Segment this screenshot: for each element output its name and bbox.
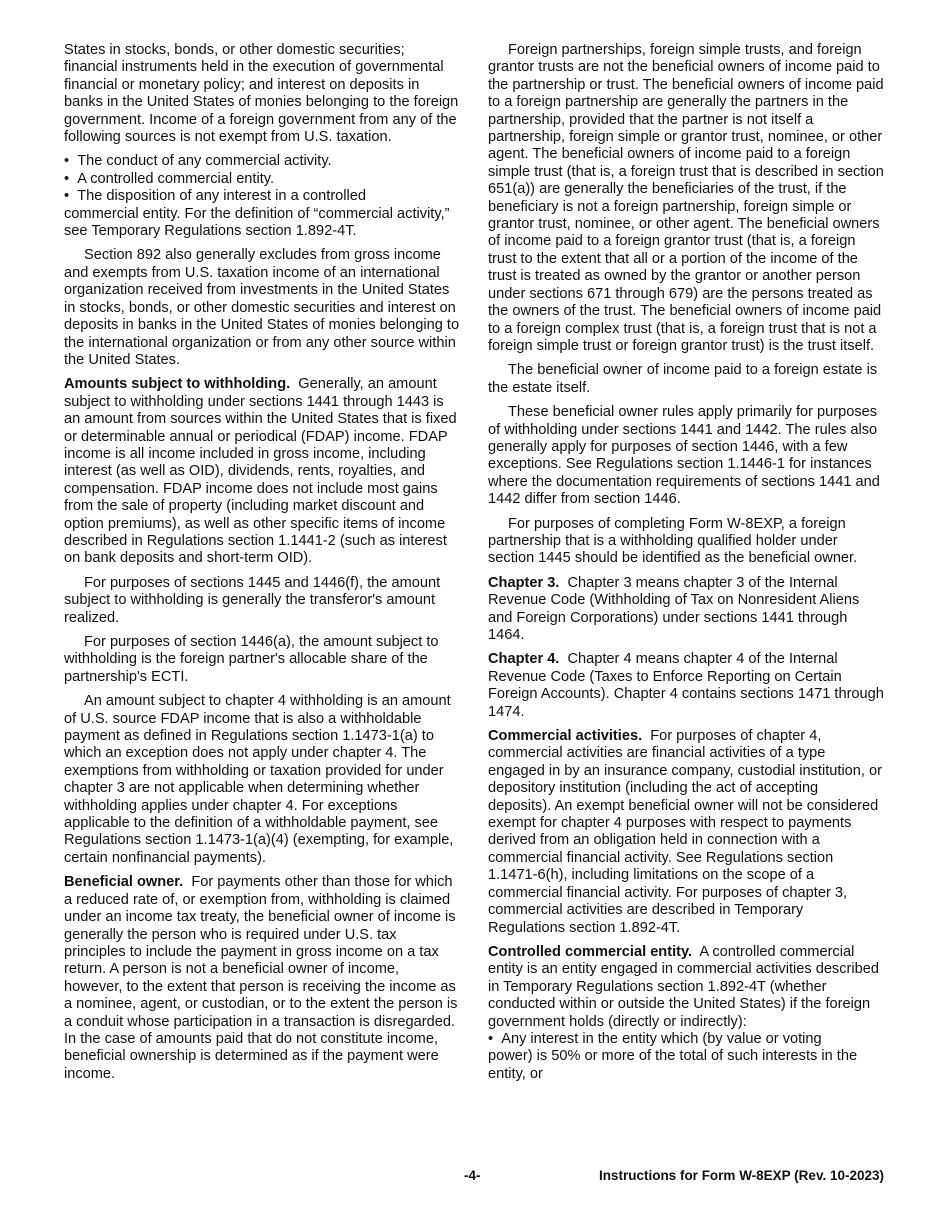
section-heading: Chapter 3. <box>488 574 560 591</box>
section-beneficial-owner <box>64 874 460 1083</box>
left-column <box>64 42 460 1090</box>
bullet-text: The conduct of any commercial activity. <box>77 153 332 170</box>
paragraph: For purposes of completing Form W-8EXP, a foreign partnership that is a withholding qualified holder under section 1445 should be identified as the beneficial owner. <box>488 515 858 567</box>
section-chapter-4 <box>488 651 884 721</box>
page-number: -4- <box>464 1168 481 1183</box>
paragraph: Section 892 also generally excludes from gross income and exempts from U.S. taxation income of an international organization received from investments in the United States in stocks, bonds, or other domestic securities and interest on deposits in banks in the United States of monies belonging to the international organization or from any other source within the United States. <box>64 247 460 368</box>
section-text: A controlled commercial entity is an entity engaged in commercial activities described in Temporary Regulations section 1.892-4T (whether conducted within or outside the United States) if the foreign government holds (directly or indirectly): <box>488 943 879 1030</box>
form-title: Instructions for Form W-8EXP (Rev. 10-2023) <box>598 1168 884 1183</box>
section-amounts-subject <box>64 376 460 567</box>
paragraph: For purposes of section 1446(a), the amount subject to withholding is the foreign partner's allocable share of the partnership's ECTI. <box>64 634 439 685</box>
bullet-item: • The conduct of any commercial activity. <box>64 153 332 170</box>
section-chapter-3 <box>488 575 884 645</box>
right-column <box>488 42 884 1090</box>
section-heading: Beneficial owner. <box>64 874 184 891</box>
bullet-text: The disposition of any interest in a controlled <box>77 188 367 205</box>
paragraph: commercial entity. For the definition of “commercial activity,” see Temporary Regulations section 1.892-4T. <box>64 205 450 240</box>
section-commercial-activities <box>488 728 884 937</box>
paragraph: States in stocks, bonds, or other domestic securities; financial instruments held in the execution of governmental financial or monetary policy; and interest on deposits in banks in the United States of monies belonging to the foreign government. Income of a foreign government from any of the following sources is not exempt from U.S. taxation. <box>64 42 459 146</box>
section-text: Generally, an amount subject to withholding under sections 1441 through 1443 is an amount from sources within the United States that is fixed or determinable annual or periodical (FDAP) income. FDAP income is all income included in gross income, including interest (as well as OID), dividends, rents, royalties, and compensation. FDAP income does not include most gains from the sale of property (including market discount and option premiums), as well as other specific items of income described in Regulations section 1.1441-2 (such as interest on bank deposits and short-term OID). <box>64 376 457 567</box>
paragraph: For purposes of sections 1445 and 1446(f), the amount subject to withholding is generally the transferor's amount realized. <box>64 574 441 626</box>
paragraph: power) is 50% or more of the total of such interests in the entity, or <box>488 1048 858 1082</box>
section-heading: Chapter 4. <box>488 651 560 668</box>
paragraph: An amount subject to chapter 4 withholding is an amount of U.S. source FDAP income that is also a withholdable payment as defined in Regulations section 1.1473-1(a) to which an exception does not apply under chapter 4. The exemptions from withholding or taxation provided for under chapter 3 are not applicable when determining whether withholding applies under chapter 4. For exceptions applicable to the definition of a withholdable payment, see Regulations section 1.1473-1(a)(4) (exempting, for example, certain nonfinancial payments). <box>64 693 454 866</box>
paragraph: The beneficial owner of income paid to a foreign estate is the estate itself. <box>488 362 878 396</box>
paragraph: Foreign partnerships, foreign simple trusts, and foreign grantor trusts are not the beneficial owners of income paid to the partnership or trust. The beneficial owners of income paid to a foreign partnership are generally the partners in the partnership, provided that the partner is not itself a partnership, foreign simple or grantor trust, nominee, or other agent. The beneficial owners of income paid to a foreign simple trust (that is, a foreign trust that is described in section 651(a)) are generally the beneficiaries of the trust, if the beneficiary is not a foreign partnership, foreign simple or grantor trust, nominee, or other agent. The beneficial owners of income paid to a foreign grantor trust (that is, a foreign trust to the extent that all or a portion of the income of the trust is treated as owned by the grantor or another person under sections 671 through 679) are the persons treated as the owners of the trust. The beneficial owners of income paid to a foreign complex trust (that is, a foreign trust that is not a foreign simple trust or foreign grantor trust) is the trust itself. <box>488 42 884 354</box>
bullet-item: • Any interest in the entity which (by value or voting <box>488 1030 822 1047</box>
section-text: For payments other than those for which a reduced rate of, or exemption from, withholding is claimed under an income tax treaty, the beneficial owner of income is generally the person who is required under U.S. tax principles to include the payment in gross income on a tax return. A person is not a beneficial owner of income, however, to the extent that person is receiving the income as a nominee, agent, or custodian, or to the extent the person is a conduit whose participation in a transaction is disregarded. In the case of amounts paid that do not constitute income, beneficial ownership is determined as if the payment were income. <box>64 874 458 1082</box>
section-heading: Amounts subject to withholding. <box>64 376 291 393</box>
paragraph: These beneficial owner rules apply primarily for purposes of withholding under sections 1441 and 1442. The rules also generally apply for purposes of section 1446, with a few exceptions. See Regulations section 1.1446-1 for instances where the documentation requirements of sections 1441 and 1442 differ from section 1446. <box>488 404 880 508</box>
section-text: For purposes of chapter 4, commercial activities are financial activities of a type engaged in by an insurance company, custodial institution, or depository institution (including the act of accepting deposits). An exempt beneficial owner will not be considered exempt for chapter 4 purposes with respect to payments derived from an obligation held in connection with a commercial financial activity. See Regulations section 1.1471-6(h), including limitations on the scope of a commercial financial activity. For purposes of chapter 3, commercial activities are described in Temporary Regulations section 1.892-4T. <box>488 728 883 936</box>
section-text: Chapter 3 means chapter 3 of the Internal Revenue Code (Withholding of Tax on Nonresident Aliens and Foreign Corporations) under sections 1441 through 1464. <box>488 574 860 643</box>
bullet-text: Any interest in the entity which (by value or voting <box>501 1030 822 1047</box>
section-heading: Controlled commercial entity. <box>488 943 693 960</box>
section-text: Chapter 4 means chapter 4 of the Internal Revenue Code (Taxes to Enforce Reporting on Certain Foreign Accounts). Chapter 4 contains sections 1471 through 1474. <box>488 651 884 720</box>
section-heading: Commercial activities. <box>488 728 643 745</box>
bullet-item: • The disposition of any interest in a controlled <box>64 188 367 205</box>
section-controlled-commercial-entity <box>488 944 884 1031</box>
bullet-text: A controlled commercial entity. <box>77 170 275 187</box>
bullet-item: • A controlled commercial entity. <box>64 170 275 187</box>
